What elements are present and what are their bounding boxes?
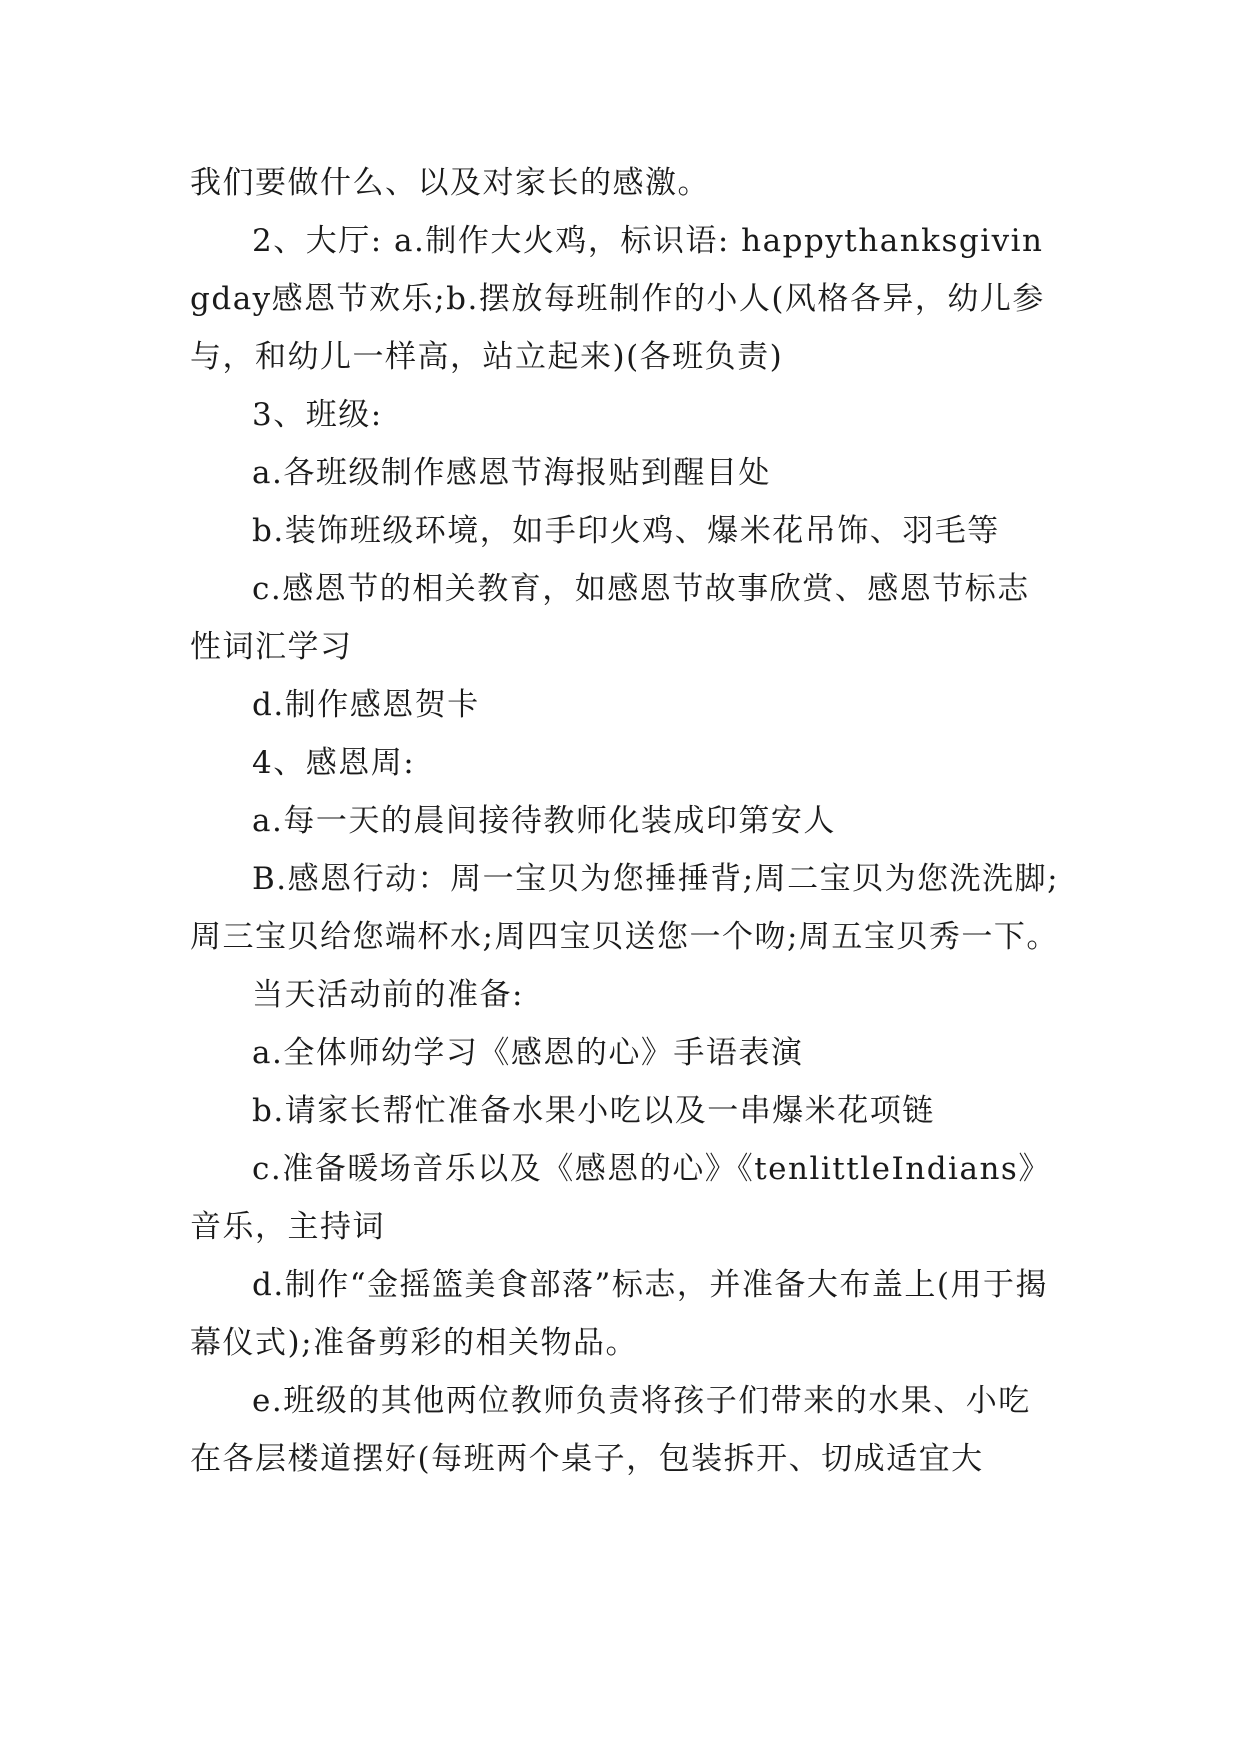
paragraph-intro-continuation: 我们要做什么、以及对家长的感激。	[190, 165, 710, 201]
paragraph-week-heading: 4、感恩周:	[252, 745, 416, 781]
paragraph-prep-c: c.准备暖场音乐以及《感恩的心》《tenlittleIndians》音乐，主持词	[190, 1151, 1051, 1245]
paragraph-class-a: a.各班级制作感恩节海报贴到醒目处	[252, 455, 771, 491]
paragraph-class-d: d.制作感恩贺卡	[252, 687, 480, 723]
paragraph-class-heading: 3、班级:	[252, 397, 383, 433]
paragraph-week-a: a.每一天的晨间接待教师化装成印第安人	[252, 803, 836, 839]
document-body	[190, 154, 1060, 1488]
paragraph-prep-d: d.制作“金摇篮美食部落”标志，并准备大布盖上(用于揭幕仪式);准备剪彩的相关物品。	[190, 1267, 1048, 1361]
paragraph-prep-a: a.全体师幼学习《感恩的心》手语表演	[252, 1035, 804, 1071]
paragraph-class-c: c.感恩节的相关教育，如感恩节故事欣赏、感恩节标志性词汇学习	[190, 571, 1030, 665]
paragraph-week-b: B.感恩行动：周一宝贝为您捶捶背;周二宝贝为您洗洗脚;周三宝贝给您端杯水;周四宝贝送您一个吻;周五宝贝秀一下。	[190, 861, 1060, 955]
paragraph-prep-e: e.班级的其他两位教师负责将孩子们带来的水果、小吃在各层楼道摆好(每班两个桌子，包装拆开、切成适宜大	[190, 1383, 1031, 1477]
paragraph-prep-b: b.请家长帮忙准备水果小吃以及一串爆米花项链	[252, 1093, 935, 1129]
paragraph-hall-item: 2、大厅: a.制作大火鸡，标识语: happythanksgivingday感恩节欢乐;b.摆放每班制作的小人(风格各异，幼儿参与，和幼儿一样高，站立起来)(各班负责)	[190, 223, 1045, 375]
paragraph-prep-heading: 当天活动前的准备:	[252, 977, 524, 1013]
paragraph-class-b: b.装饰班级环境，如手印火鸡、爆米花吊饰、羽毛等	[252, 513, 1000, 549]
